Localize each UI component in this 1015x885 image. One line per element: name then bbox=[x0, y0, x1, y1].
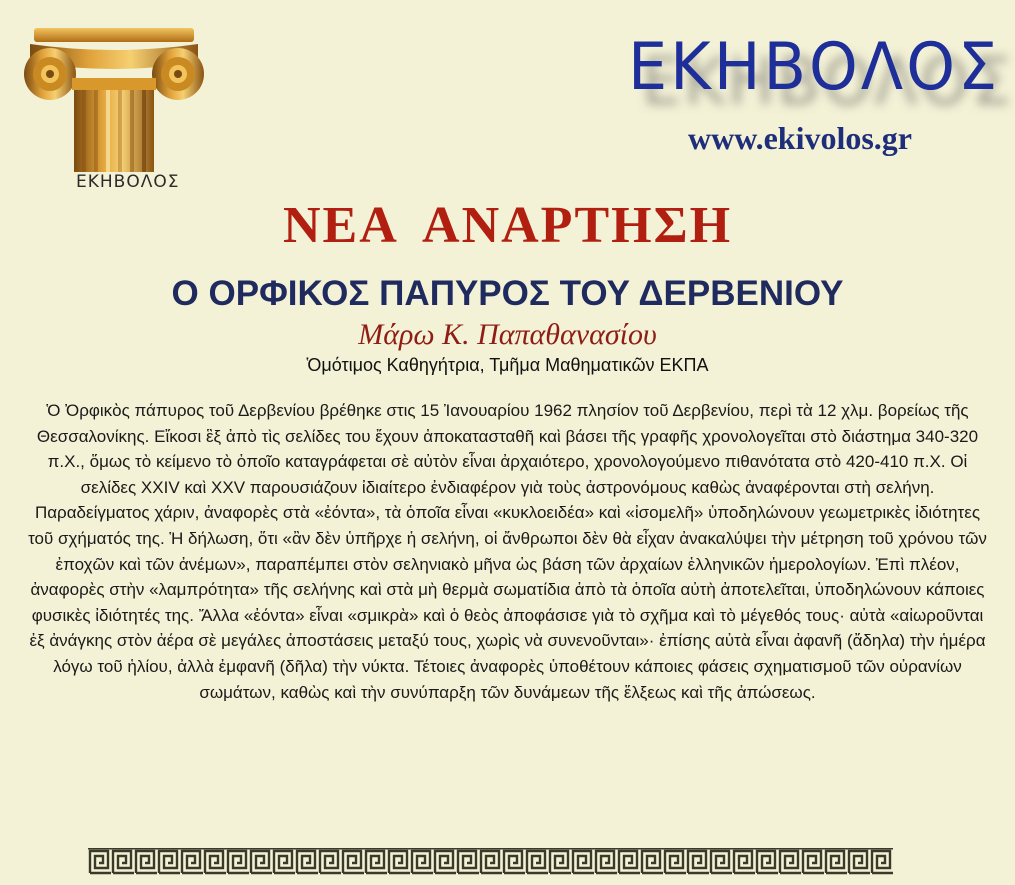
brand-logo-text: ΕΚΗΒΟΛΟΣ bbox=[628, 28, 1001, 105]
column-logo-label: ΕΚΗΒΟΛΟΣ bbox=[76, 172, 180, 192]
brand-logo[interactable] bbox=[620, 12, 1001, 112]
article-body: Ὁ Ὀρφικὸς πάπυρος τοῦ Δερβενίου βρέθηκε στις 15 Ἰανουαρίου 1962 πλησίον τοῦ Δερβενίου, περὶ τὰ 12 χλμ. βορείως τῆς Θεσσαλονίκης. Εἴκοσι ἓξ ἀπὸ τὶς σελίδες του ἔχουν ἀποκατασταθῆ καὶ βάσει τῆς γραφῆς χρονολογεῖται στὸ διάστημα 340-320 π.Χ., ὅμως τὸ κείμενο τὸ ὁποῖο καταγράφεται σὲ αὐτὸν εἶναι ἀρχαιότερο, χρονολογούμενο πιθανότατα στὸ 420-410 π.Χ. Οἱ σελίδες XXIV καὶ XXV παρουσιάζουν ἰδιαίτερο ἐνδιαφέρον γιὰ τοὺς ἀστρονόμους καθὼς ἀναφέρονται στὴ σελήνη. Παραδείγματος χάριν, ἀναφορὲς στὰ «ἐόντα», τὰ ὁποῖα εἶναι «κυκλοειδέα» καὶ «ἰσομελῆ» ὑποδηλώνουν γεωμετρικὲς ἰδιότητες τοῦ σχήματός της. Ἡ δήλωση, ὅτι «ἂν δὲν ὑπῆρχε ἡ σελήνη, οἱ ἄνθρωποι δὲν θὰ εἶχαν ἀνακαλύψει τὴν μέτρηση τοῦ χρόνου τῶν ἐποχῶν καὶ τῶν ἀνέμων», παραπέμπει στὸν σεληνιακὸ μῆνα ὡς βάση τῶν ἀρχαίων ἑλληνικῶν ἡμερολογίων. Ἐπὶ πλέον, ἀναφορὲς στὴν «λαμπρότητα» τῆς σελήνης καὶ στὰ μὴ θερμὰ σωματίδια ἀπὸ τὰ ὁποῖα αὐτὴ ἀποτελεῖται, ὑποδηλώνουν κάποιες φυσικὲς ἰδιότητές της. Ἄλλα «ἐόντα» εἶναι «σμικρὰ» καὶ ὁ θεὸς ἀποφάσισε γιὰ τὸ σχῆμα καὶ τὸ μέγεθός τους· αὐτὰ «αἰωροῦνται ἐξ ἀνάγκης στὸν ἀέρα σὲ μεγάλες ἀποστάσεις μεταξύ τους, χωρὶς νὰ συνενοῦνται»· ἐπίσης αὐτὰ εἶναι ἀφανῆ (ἄδηλα) τὴν ἡμέρα λόγω τοῦ ἡλίου, ἀλλὰ ἐμφανῆ (δῆλα) τὴν νύκτα. Τέτοιες ἀναφορὲς ὑποθέτουν κάποιες φάσεις σχηματισμοῦ τῶν οὐρανίων σωμάτων, καθὼς καὶ τὴν συνύπαρξη τῶν δυνάμεων τῆς ἕλξεως καὶ τῆς ἀπώσεως. bbox=[28, 401, 987, 702]
ionic-column-logo bbox=[20, 22, 205, 197]
headline: ΝΕΑ ΑΝΑΡΤΗΣΗ bbox=[282, 197, 733, 254]
article-title: Ο ΟΡΦΙΚΟΣ ΠΑΠΥΡΟΣ ΤΟΥ ΔΕΡΒΕΝΙΟΥ bbox=[171, 274, 844, 313]
author-name: Μάρω Κ. Παπαθανασίου bbox=[358, 318, 657, 351]
author-affiliation: Ὁμότιμος Καθηγήτρια, Τμῆμα Μαθηματικῶν ΕΚΠΑ bbox=[306, 355, 709, 375]
site-url-link[interactable]: www.ekivolos.gr bbox=[688, 120, 912, 156]
ionic-column-icon bbox=[20, 22, 205, 172]
greek-key-meander-icon bbox=[88, 848, 893, 876]
